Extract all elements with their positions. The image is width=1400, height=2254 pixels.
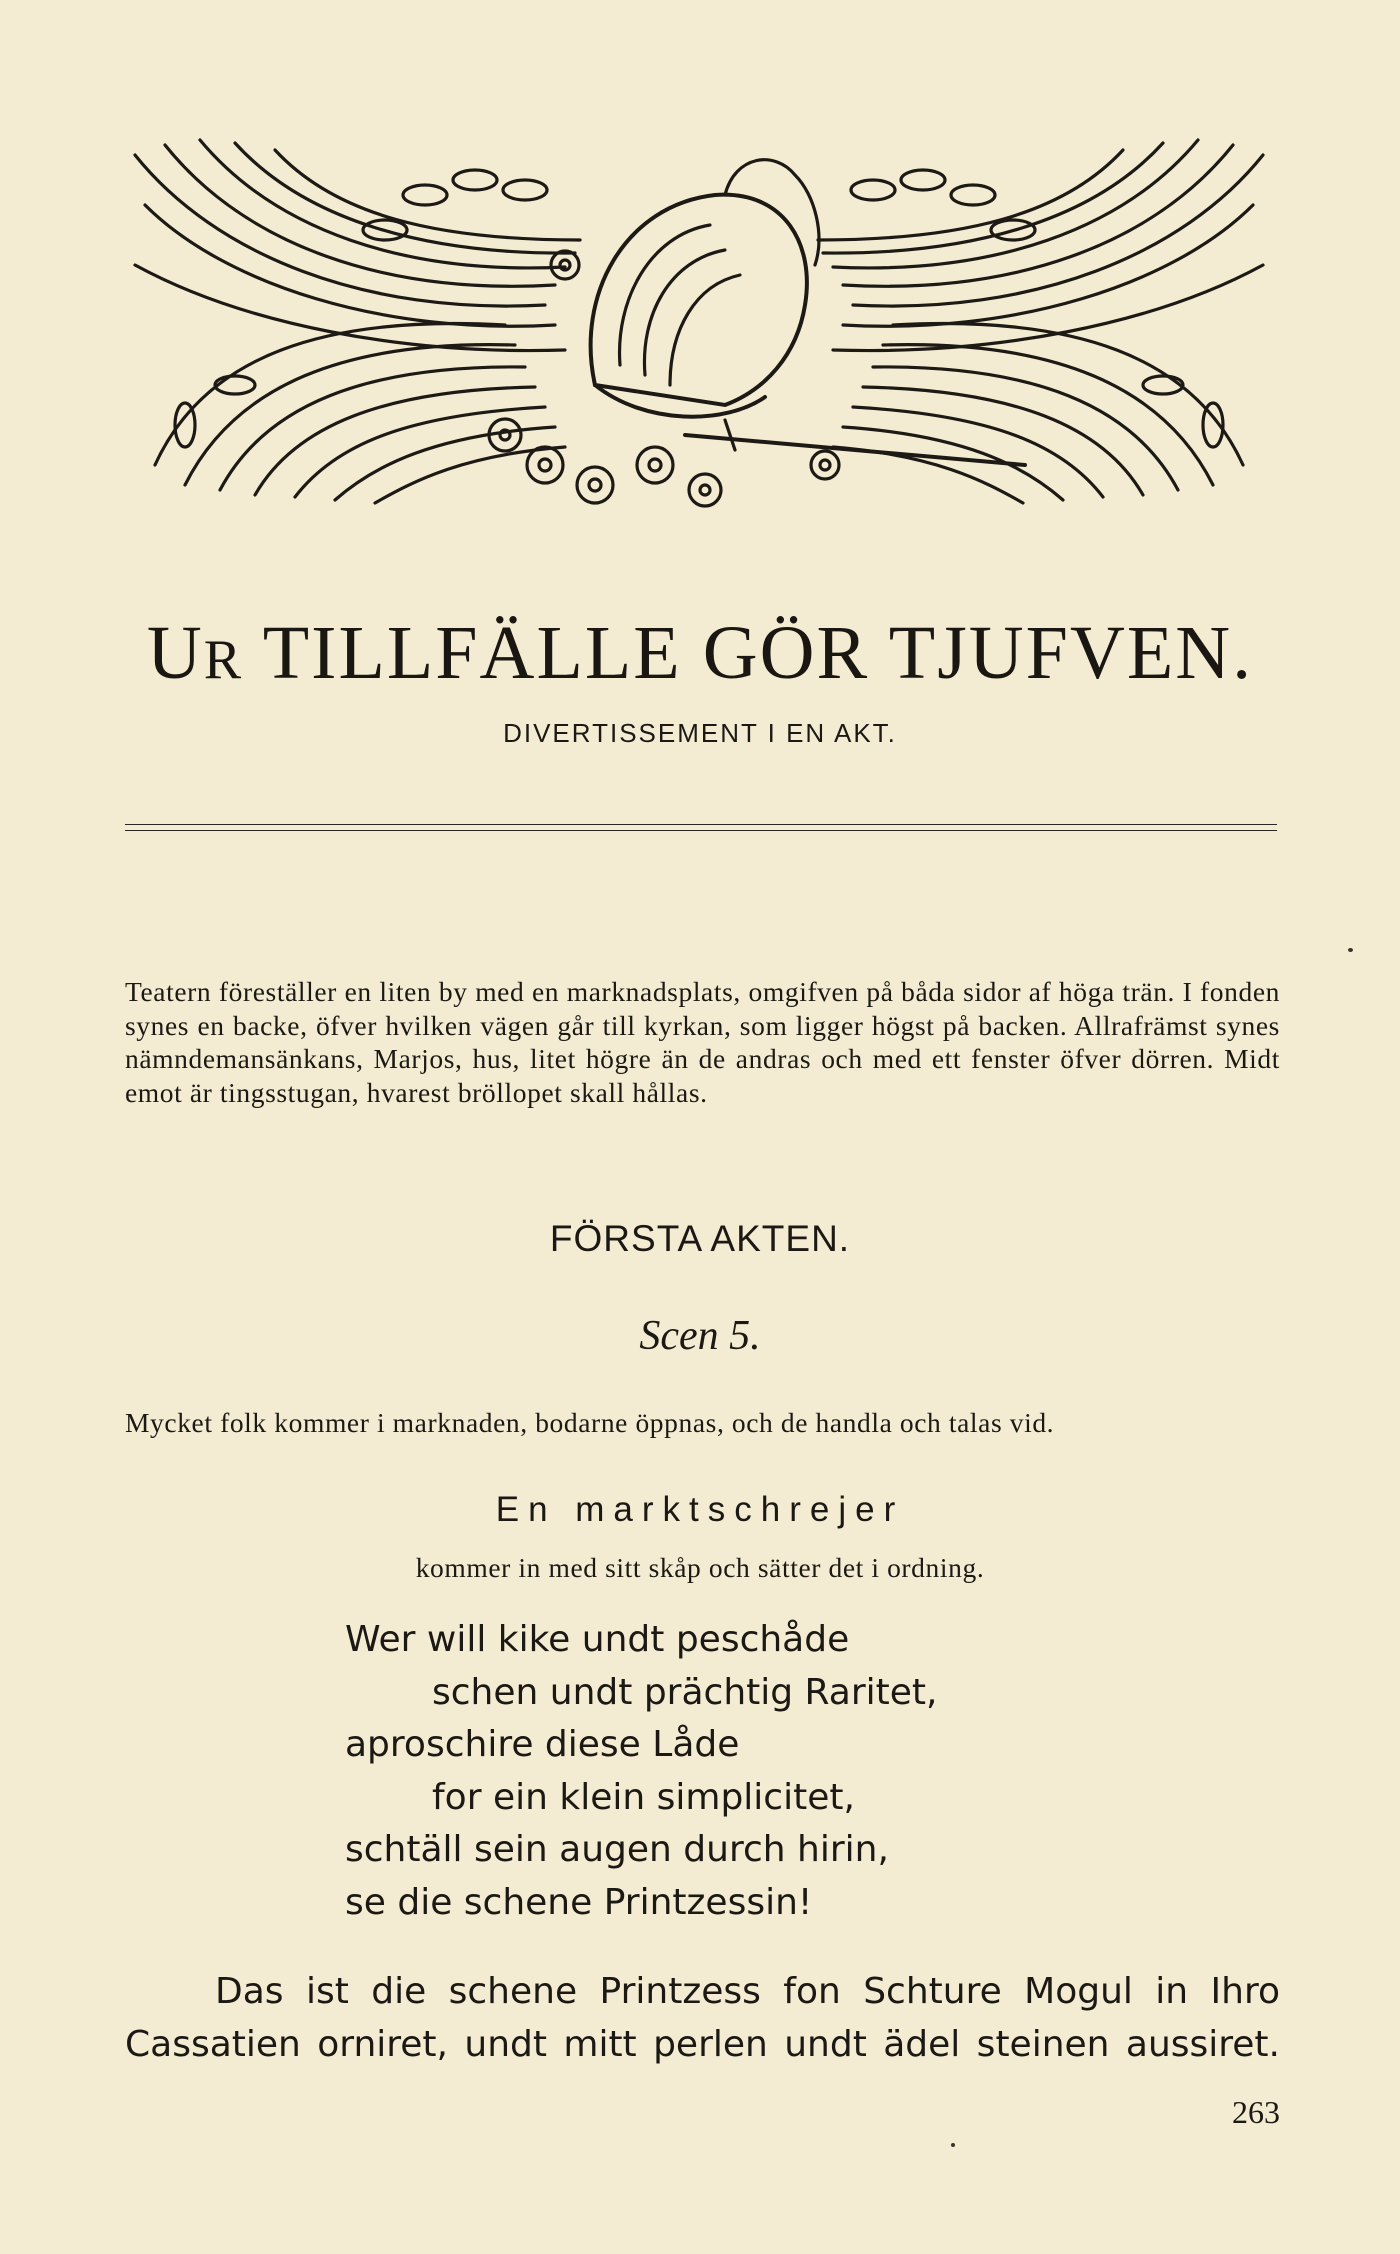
scene-direction: Mycket folk kommer i marknaden, bodarne öppnas, och de handla och talas vid. [125, 1407, 1055, 1438]
speaker-direction: kommer in med sitt skåp och sätter det i ordning. [415, 1552, 985, 1583]
print-speck [1348, 948, 1353, 952]
verse-line: schen undt prächtig Raritet, [432, 1671, 938, 1713]
setting-description: Teatern föreställer en liten by med en marknadsplats, omgifven på båda sidor af höga trän. I fonden synes en backe, öfver hvilken vägen går till kyrkan, som ligger högst på backen. Allrafrämst synes nämndemansänkans, Marjos, hus, litet högre än de andras och med ett fenster öfver dörren. Midt emot är tingsstugan, hvarest bröllopet skall hållas. [125, 976, 1280, 1108]
title-rest: TILLFÄLLE GÖR TJUFVEN. [243, 611, 1254, 695]
divider-rule-thin [125, 830, 1277, 831]
prose-line: Das ist die schene Printzess fon Schture Mogul in Ihro [215, 1971, 1280, 2012]
verse-line: schtäll sein augen durch hirin, [345, 1829, 889, 1870]
prose-line: Cassatien orniret, undt mitt perlen undt ädel steinen aussiret. [125, 2024, 1280, 2065]
verse-line: aproschire diese Låde [345, 1724, 740, 1765]
verse-block [0, 1614, 1400, 1929]
verse-line: se die schene Printzessin! [345, 1881, 813, 1923]
verse-line: Wer will kike undt peschåde [345, 1619, 850, 1660]
scene-heading: Scen 5. [639, 1313, 761, 1359]
act-heading: FÖRSTA AKTEN. [549, 1218, 851, 1259]
title-first-letter: U [146, 611, 204, 695]
floral-helmet-ornament-icon [125, 135, 1273, 525]
verse-line: for ein klein simplicitet, [432, 1776, 855, 1818]
title-first-word-rest: R [203, 629, 244, 691]
divider-rule [125, 824, 1277, 825]
play-subtitle: DIVERTISSEMENT I EN AKT. [503, 718, 897, 748]
print-speck [951, 2143, 955, 2147]
speaker-name: En marktschrejer [495, 1490, 905, 1529]
page-number: 263 [1232, 2094, 1280, 2130]
play-title [0, 610, 1400, 697]
prose-speech [125, 1965, 1280, 2071]
